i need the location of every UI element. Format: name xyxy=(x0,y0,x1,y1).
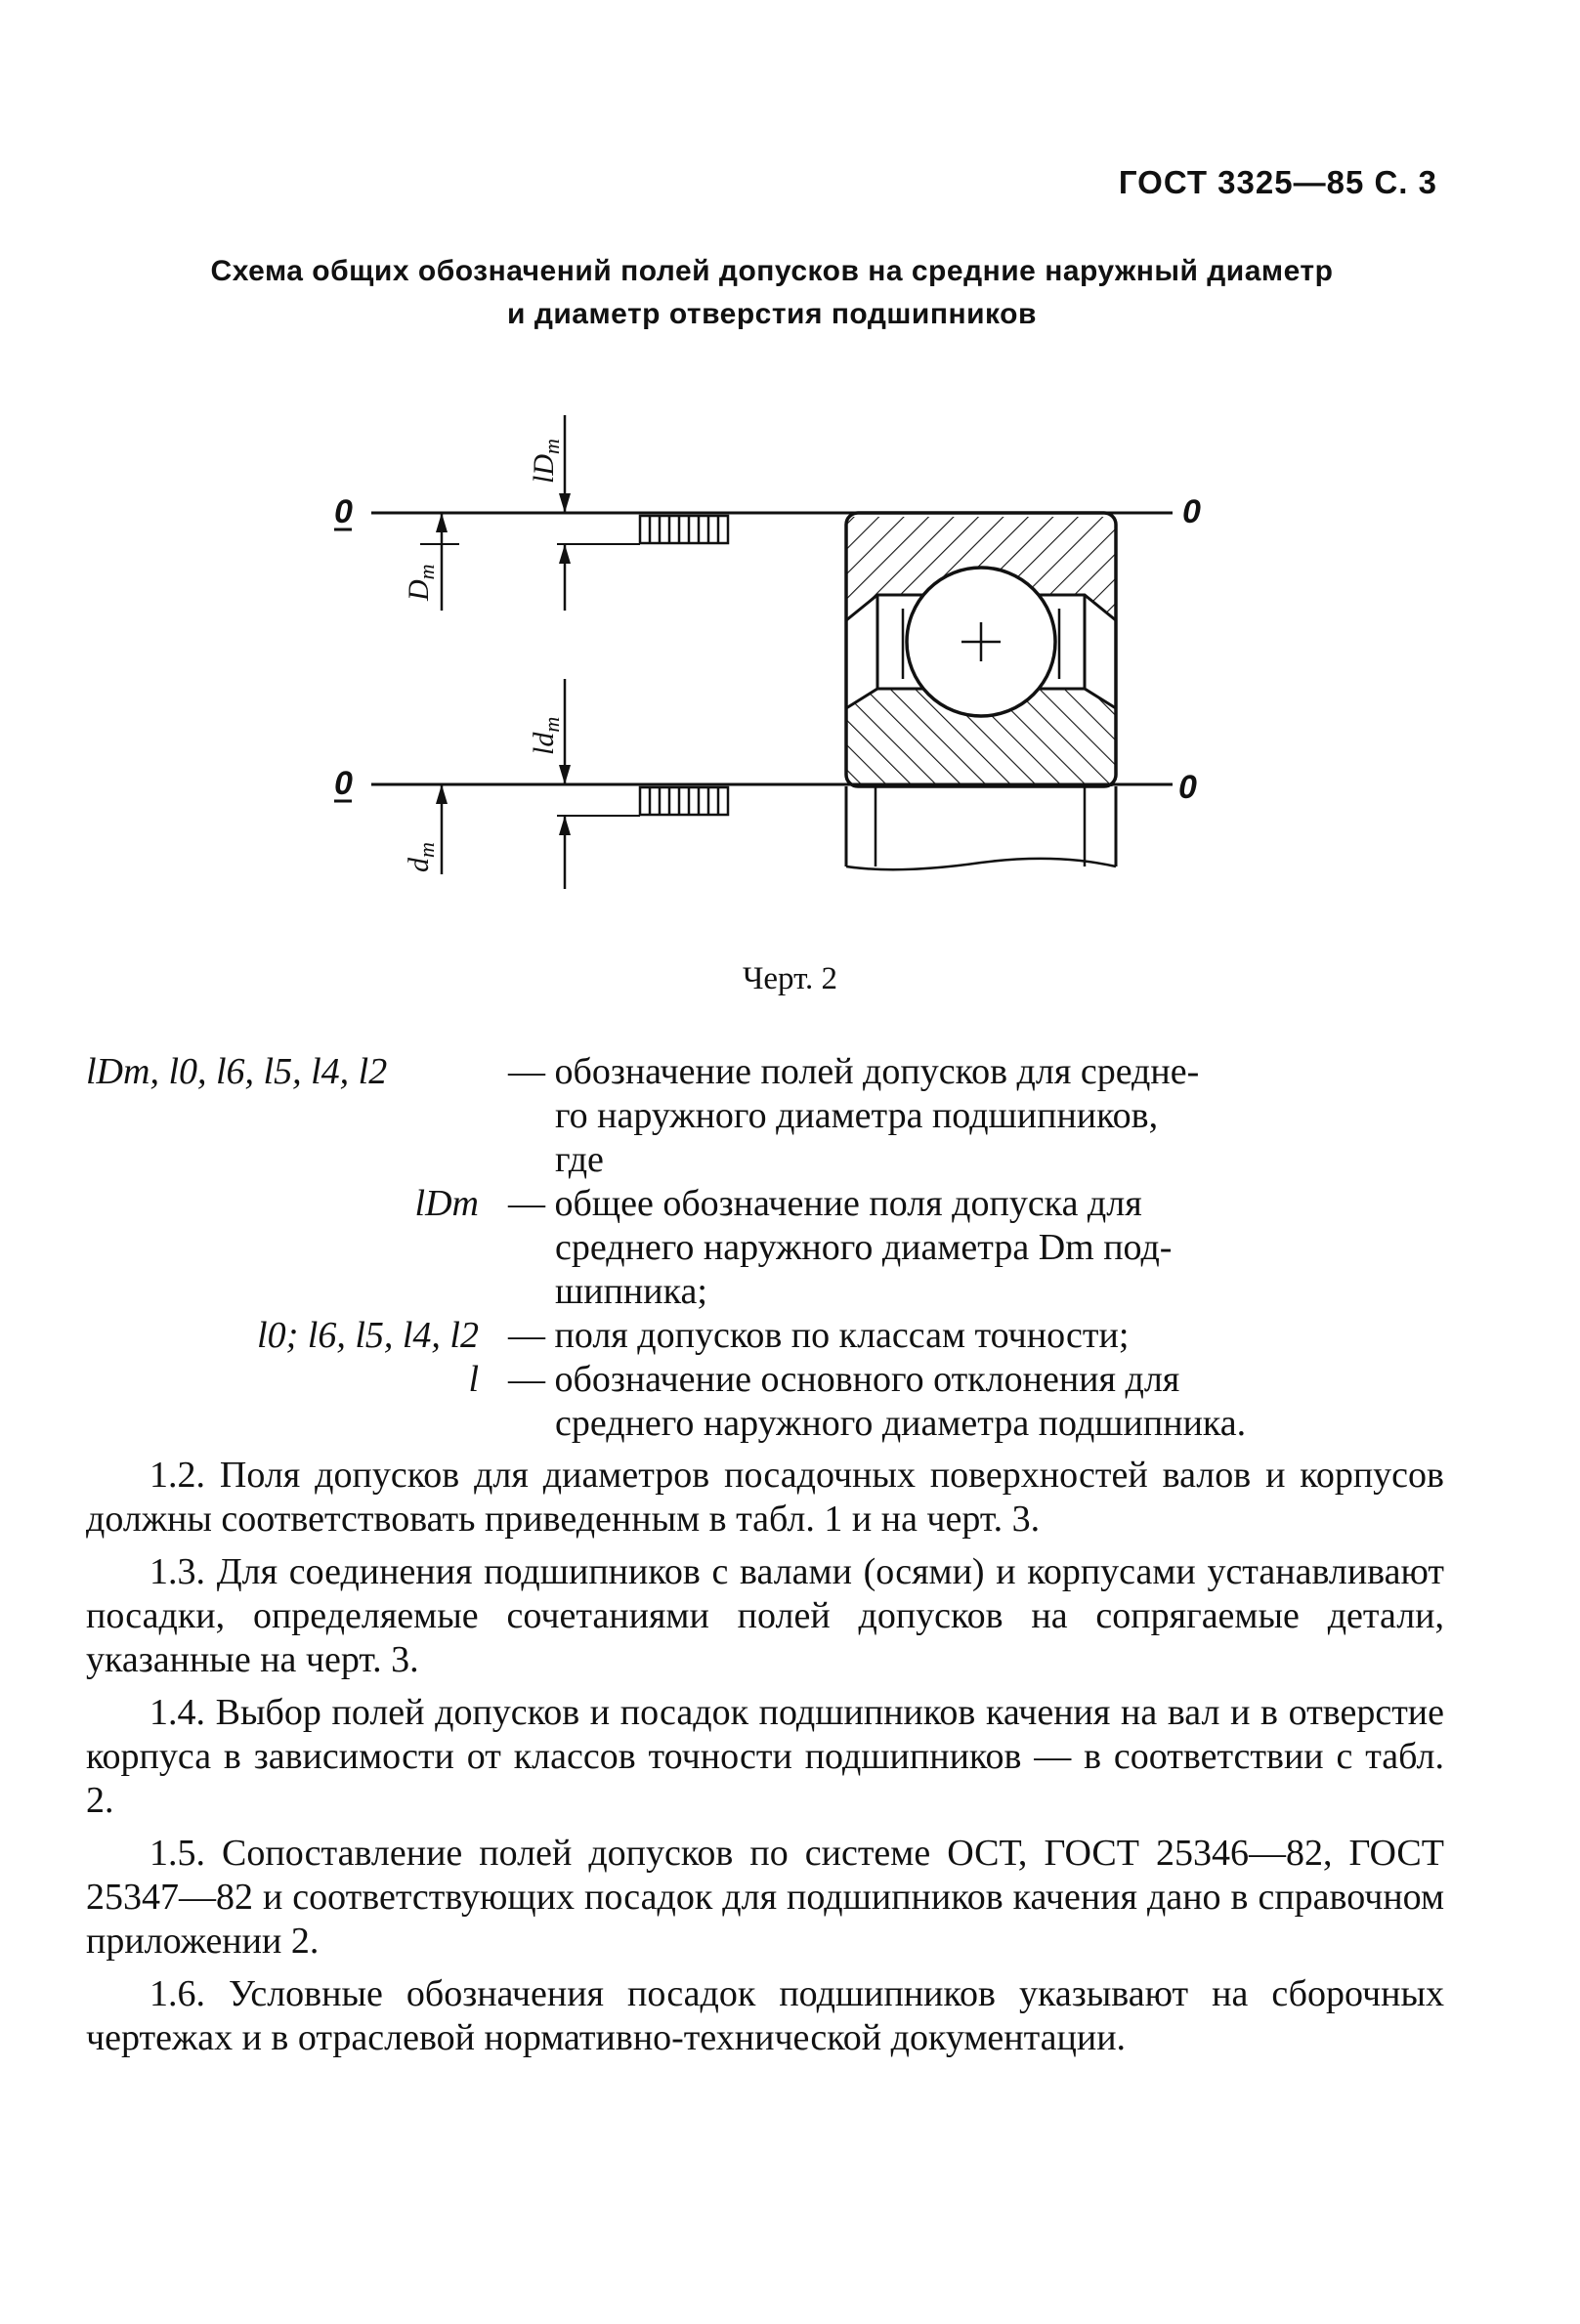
tolerance-field-outer xyxy=(640,516,728,543)
paragraph-1-5: 1.5. Сопоставление полей допусков по системе ОСТ, ГОСТ 25346—82, ГОСТ 25347—82 и соответствующих посадок для подшипников качения дано в справочном приложении 2. xyxy=(86,1833,1444,1962)
definition-desc: — обозначение полей допусков для средне- xyxy=(508,1051,1200,1092)
definition-row xyxy=(86,1182,1444,1226)
page-header: ГОСТ 3325—85 С. 3 xyxy=(1118,164,1437,200)
definition-row xyxy=(86,1050,1444,1094)
ldm-inner-label: $ld_m$ xyxy=(528,716,564,755)
paragraph-1-2: 1.2. Поля допусков для диаметров посадочных поверхностей валов и корпусов должны соответствовать приведенным в табл. 1 и на черт. 3. xyxy=(86,1455,1444,1540)
scheme-title xyxy=(117,250,1427,336)
definition-desc-cont: го наружного диаметра подшипников, xyxy=(555,1095,1159,1136)
title-line-2: и диаметр отверстия подшипников xyxy=(507,298,1037,330)
definition-desc: — обозначение основного отклонения для xyxy=(508,1359,1180,1400)
paragraph-1-4: 1.4. Выбор полей допусков и посадок подшипников качения на вал и в отверстие корпуса в зависимости от классов точности подшипников — в соответствии с табл. 2. xyxy=(86,1692,1444,1821)
zero-label-left-top: 0 xyxy=(334,493,353,530)
definition-desc-cont: где xyxy=(555,1139,604,1180)
definition-desc-cont: среднего наружного диаметра подшипника. xyxy=(555,1403,1247,1444)
definition-row xyxy=(86,1358,1444,1402)
tolerance-field-inner xyxy=(640,787,728,815)
definitions-list xyxy=(86,1050,1444,1446)
zero-label-left-bottom: 0 xyxy=(334,765,353,802)
definition-desc: — поля допусков по классам точности; xyxy=(508,1315,1130,1356)
definition-term: l xyxy=(468,1359,479,1400)
definition-term: lDm xyxy=(414,1183,479,1224)
definition-term: lDm, l0, l6, l5, l4, l2 xyxy=(86,1051,388,1092)
bearing-tolerance-diagram xyxy=(313,386,1212,933)
zero-label-right-top: 0 xyxy=(1182,493,1201,530)
paragraph-1-6: 1.6. Условные обозначения посадок подшипников указывают на сборочных чертежах и в отраслевой нормативно-технической документации. xyxy=(86,1973,1444,2058)
definition-desc: — общее обозначение поля допуска для xyxy=(508,1183,1142,1224)
title-line-1: Схема общих обозначений полей допусков на средние наружный диаметр xyxy=(210,255,1334,287)
definition-term: l0; l6, l5, l4, l2 xyxy=(257,1315,479,1356)
dm-outer-label: $D_m$ xyxy=(403,564,439,601)
dm-inner-label: $d_m$ xyxy=(403,842,439,872)
definition-desc-cont: среднего наружного диаметра Dm под- xyxy=(555,1227,1173,1268)
definition-row xyxy=(86,1314,1444,1358)
zero-label-right-bottom: 0 xyxy=(1178,769,1197,806)
ldm-outer-label: $lD_m$ xyxy=(528,439,564,484)
figure-caption: Черт. 2 xyxy=(742,961,838,996)
bearing-section xyxy=(840,508,1124,869)
body-paragraphs xyxy=(86,1454,1444,2069)
paragraph-1-3: 1.3. Для соединения подшипников с валами (осями) и корпусами устанавливают посадки, определяемые сочетаниями полей допусков на сопрягаемые детали, указанные на черт. 3. xyxy=(86,1551,1444,1680)
definition-desc-cont: шипника; xyxy=(555,1271,707,1312)
